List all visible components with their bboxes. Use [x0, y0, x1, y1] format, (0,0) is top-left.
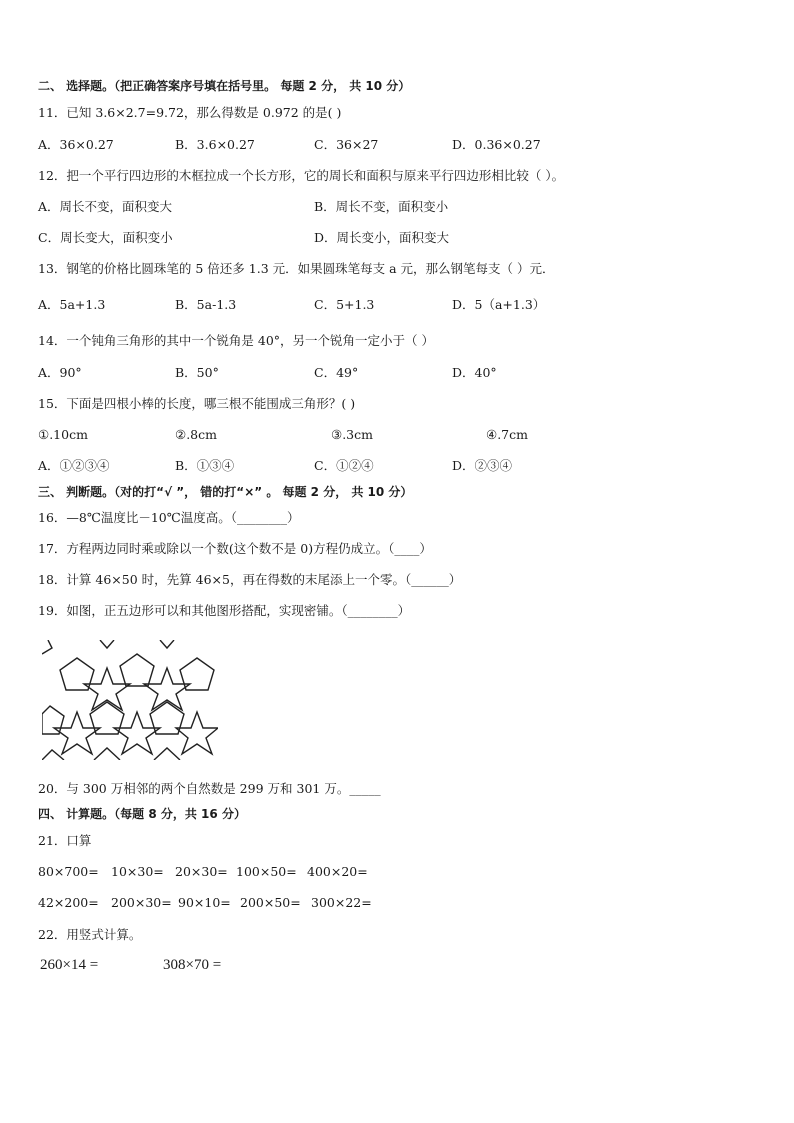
q15-stick-4: ④.7cm	[486, 427, 528, 442]
q15-stick-1: ①.10cm	[38, 427, 88, 442]
oral-calc-item: 10×30=	[111, 864, 164, 879]
pentagon-shape	[90, 702, 124, 734]
section-2-title: 二、 选择题。（把正确答案序号填在括号里。 每题 2 分， 共 10 分）	[38, 79, 411, 93]
question-22-stem: 22．用竖式计算。	[38, 927, 142, 942]
q14-option-b: B．50°	[175, 365, 219, 380]
question-17: 17．方程两边同时乘或除以一个数(这个数不是 0)方程仍成立。（____）	[38, 541, 432, 556]
q15-option-b: B．①③④	[175, 458, 235, 473]
oral-calc-item: 300×22=	[311, 895, 372, 910]
pentagon-shape	[60, 658, 94, 690]
question-16: 16．—8℃温度比－10℃温度高。（________）	[38, 510, 300, 525]
q12-option-a: A．周长不变，面积变大	[38, 199, 173, 214]
oral-calc-item: 200×30=	[111, 895, 172, 910]
star-shape	[42, 640, 52, 654]
q13-option-a: A．5a+1.3	[38, 297, 106, 312]
q14-option-d: D．40°	[452, 365, 497, 380]
pentagon-shape	[180, 658, 214, 690]
section-4-title: 四、 计算题。（每题 8 分，共 16 分）	[38, 807, 246, 821]
q15-option-a: A．①②③④	[38, 458, 110, 473]
pentagon-star-tiling-figure	[42, 640, 218, 760]
question-12-stem: 12．把一个平行四边形的木框拉成一个长方形，它的周长和面积与原来平行四边形相比较（ ）。	[38, 168, 565, 183]
question-14-stem: 14．一个钝角三角形的其中一个锐角是 40°，另一个锐角一定小于（ ）	[38, 333, 435, 348]
question-15-stem: 15．下面是四根小棒的长度，哪三根不能围成三角形？( )	[38, 396, 356, 411]
q11-option-d: D．0.36×0.27	[452, 137, 541, 152]
q13-option-b: B．5a-1.3	[175, 297, 237, 312]
q11-option-a: A．36×0.27	[38, 137, 114, 152]
q14-option-a: A．90°	[38, 365, 82, 380]
star-shape	[54, 712, 100, 754]
q15-option-c: C．①②④	[314, 458, 374, 473]
q15-option-d: D．②③④	[452, 458, 513, 473]
vertical-calc-item: 260×14 =	[40, 957, 99, 973]
star-shape	[100, 640, 114, 648]
vertical-calc-item: 308×70 =	[163, 957, 222, 973]
pentagon-shape	[120, 654, 154, 686]
section-3-title: 三、 判断题。（对的打“√ ”， 错的打“×” 。 每题 2 分， 共 10 分）	[38, 485, 413, 499]
q13-option-c: C．5+1.3	[314, 297, 375, 312]
pentagon-shape	[94, 748, 120, 760]
oral-calc-item: 42×200=	[38, 895, 99, 910]
pentagon-shape	[154, 748, 180, 760]
question-19: 19．如图，正五边形可以和其他图形搭配，实现密铺。（________）	[38, 603, 411, 618]
oral-calc-item: 100×50=	[236, 864, 297, 879]
q12-option-b: B．周长不变，面积变小	[314, 199, 449, 214]
star-shape	[114, 712, 160, 754]
q12-option-c: C．周长变大，面积变小	[38, 230, 173, 245]
pentagon-shape	[42, 706, 64, 734]
q11-option-c: C．36×27	[314, 137, 379, 152]
oral-calc-item: 400×20=	[307, 864, 368, 879]
q15-stick-2: ②.8cm	[175, 427, 217, 442]
pentagon-shape	[150, 702, 184, 734]
question-20: 20．与 300 万相邻的两个自然数是 299 万和 301 万。_____	[38, 781, 381, 796]
q11-option-b: B．3.6×0.27	[175, 137, 255, 152]
question-13-stem: 13．钢笔的价格比圆珠笔的 5 倍还多 1.3 元．如果圆珠笔每支 a 元，那么钢笔每支（ ）元．	[38, 261, 555, 276]
q12-option-d: D．周长变小，面积变大	[314, 230, 450, 245]
question-21-stem: 21．口算	[38, 833, 92, 848]
oral-calc-item: 90×10=	[178, 895, 231, 910]
oral-calc-item: 200×50=	[240, 895, 301, 910]
q14-option-c: C．49°	[314, 365, 359, 380]
question-11-stem: 11．已知 3.6×2.7=9.72，那么得数是 0.972 的是( )	[38, 105, 342, 120]
pentagon-shape	[42, 750, 64, 760]
oral-calc-item: 20×30=	[175, 864, 228, 879]
q15-stick-3: ③.3cm	[331, 427, 373, 442]
question-18: 18．计算 46×50 时，先算 46×5，再在得数的末尾添上一个零。（______）	[38, 572, 462, 587]
q13-option-d: D．5（a+1.3）	[452, 297, 546, 312]
star-shape	[160, 640, 174, 648]
oral-calc-item: 80×700=	[38, 864, 99, 879]
